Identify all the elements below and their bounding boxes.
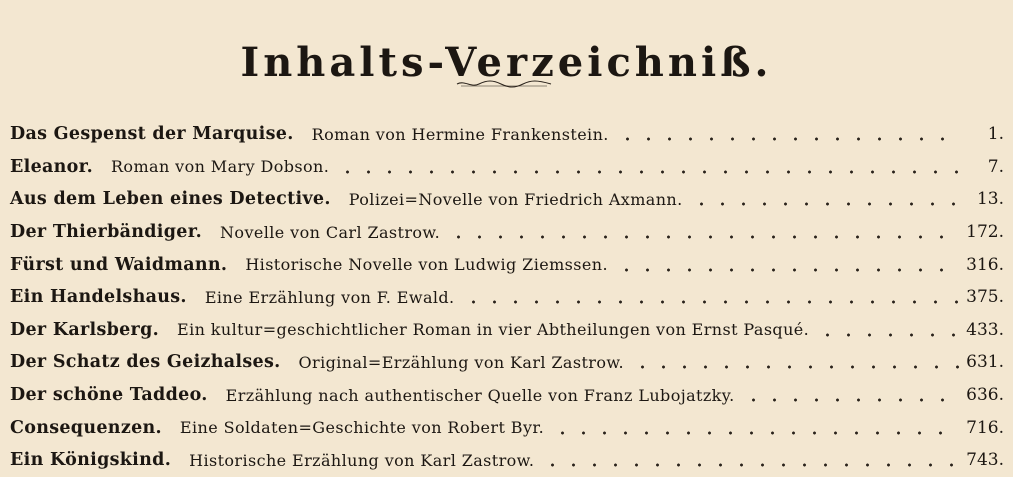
entry-page: 375. (966, 287, 1004, 308)
dot-leader (691, 202, 960, 206)
entry-description: Historische Erzählung von Karl Zastrow. (189, 450, 535, 470)
toc-entry (10, 346, 1004, 379)
entry-description: Historische Novelle von Ludwig Ziemssen. (245, 255, 608, 275)
entry-title: Der Thierbändiger. (10, 222, 203, 243)
toc-entry (10, 118, 1004, 151)
entry-page: 7. (987, 156, 1004, 177)
dot-leader (463, 300, 960, 304)
toc-entry (10, 183, 1004, 216)
entry-page: 13. (976, 189, 1004, 210)
toc-entry (10, 216, 1004, 249)
entry-title: Consequenzen. (10, 417, 162, 438)
entry-description: Roman von Hermine Frankenstein. (311, 124, 609, 144)
entry-description: Original=Erzählung von Karl Zastrow. (298, 352, 625, 372)
entry-description: Eine Soldaten=Geschichte von Robert Byr. (179, 418, 545, 438)
dot-leader (617, 137, 960, 141)
dot-leader (616, 268, 960, 272)
dot-leader (817, 333, 960, 337)
toc-entry (10, 379, 1004, 412)
entry-page: 1. (987, 124, 1004, 145)
entry-title: Ein Königskind. (10, 450, 172, 471)
entry-page: 316. (966, 254, 1004, 275)
entry-description: Erzählung nach authentischer Quelle von Franz Lubojatzky. (225, 385, 735, 405)
dot-leader (632, 365, 960, 369)
ornament-divider (455, 78, 553, 90)
entry-page: 716. (966, 417, 1004, 438)
entry-page: 636. (966, 385, 1004, 406)
entry-title: Der Karlsberg. (10, 319, 160, 340)
dot-leader (552, 431, 960, 435)
entry-page: 743. (966, 450, 1004, 471)
toc-entry (10, 281, 1004, 314)
entry-title: Ein Handelshaus. (10, 287, 187, 308)
table-of-contents (10, 118, 1004, 477)
dot-leader (448, 235, 960, 239)
entry-title: Der schöne Taddeo. (10, 385, 208, 406)
page-title: Inhalts-Verzeichniß. (240, 38, 773, 86)
entry-description: Ein kultur=geschichtlicher Roman in vier Abtheilungen von Ernst Pasqué. (177, 320, 810, 340)
entry-page: 433. (966, 319, 1004, 340)
entry-page: 631. (966, 352, 1004, 373)
entry-title: Das Gespenst der Marquise. (10, 124, 294, 145)
entry-description: Novelle von Carl Zastrow. (220, 222, 441, 242)
entry-description: Eine Erzählung von F. Ewald. (204, 287, 455, 307)
dot-leader (337, 170, 960, 174)
dot-leader (743, 398, 960, 402)
entry-page: 172. (966, 222, 1004, 243)
entry-title: Eleanor. (10, 156, 93, 177)
dot-leader (542, 463, 960, 467)
entry-title: Der Schatz des Geizhalses. (10, 352, 281, 373)
entry-title: Aus dem Leben eines Detective. (10, 189, 331, 210)
entry-title: Fürst und Waidmann. (10, 254, 228, 275)
toc-entry (10, 151, 1004, 184)
toc-entry (10, 248, 1004, 281)
entry-description: Polizei=Novelle von Friedrich Axmann. (348, 189, 683, 209)
toc-entry (10, 411, 1004, 444)
toc-entry (10, 314, 1004, 347)
entry-description: Roman von Mary Dobson. (110, 157, 330, 177)
